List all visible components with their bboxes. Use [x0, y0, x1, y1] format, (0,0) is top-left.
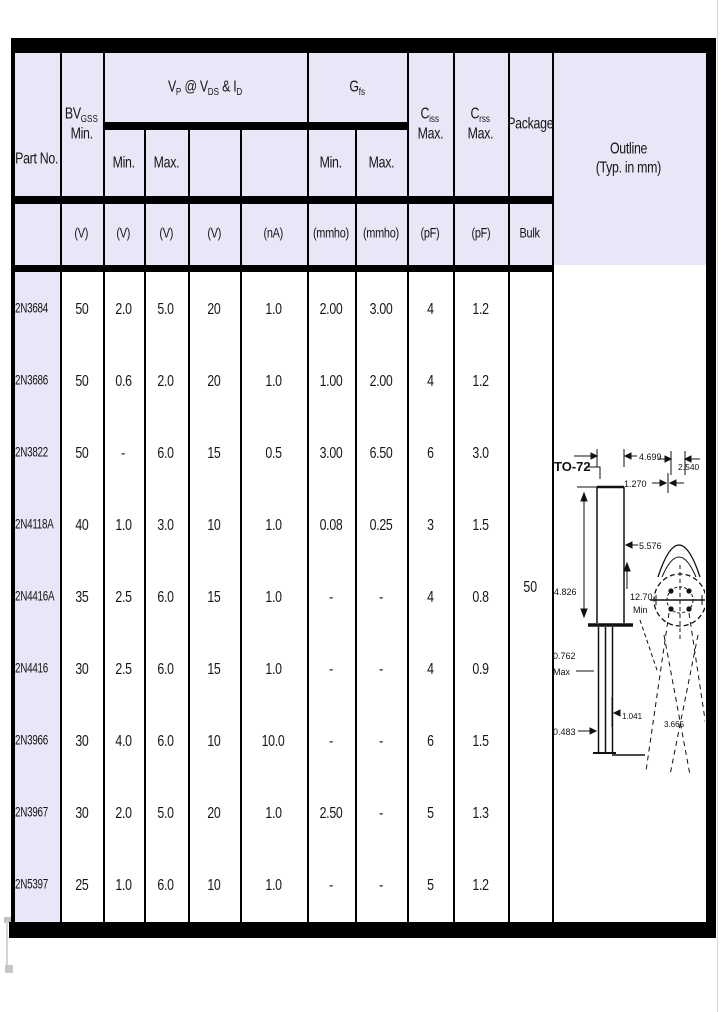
part-number-cell: 2N4118A	[15, 516, 54, 532]
package-quantity: 50	[523, 577, 537, 595]
subheader-underline	[14, 196, 552, 204]
dim-lead-circle: 3.665	[664, 720, 685, 729]
table-cell: 0.5	[265, 443, 282, 461]
units-underline	[14, 265, 552, 272]
table-cell: 35	[74, 587, 89, 605]
table-cell: 15	[207, 443, 221, 461]
table-cell: -	[379, 803, 383, 821]
table-cell: 5	[426, 875, 434, 893]
unit-ciss: (pF)	[420, 227, 440, 242]
table-cell: 0.9	[472, 659, 489, 677]
table-cell: 20	[207, 803, 221, 821]
table-cell: 2.5	[115, 587, 132, 605]
outline-drawing	[552, 445, 705, 775]
table-cell: -	[329, 587, 333, 605]
part-number-cell: 2N3967	[15, 804, 49, 820]
table-cell: 5	[426, 803, 434, 821]
table-cell: 6.0	[157, 659, 175, 677]
dim-can-height: 4.826	[554, 587, 577, 597]
table-cell: 20	[207, 299, 221, 317]
table-cell: 1.5	[472, 515, 489, 533]
page-edge-line	[717, 0, 718, 1012]
part-number-cell: 2N4416A	[15, 588, 55, 604]
table-cell: 4	[426, 659, 434, 677]
table-cell: 1.0	[265, 299, 282, 317]
header-gfs-max: Max.	[368, 153, 394, 171]
package-type-label: TO-72	[554, 459, 591, 474]
table-cell: 4	[426, 299, 434, 317]
table-cell: 0.08	[319, 515, 343, 533]
table-cell: 3.0	[157, 515, 175, 533]
table-cell: 6.0	[157, 443, 175, 461]
part-number-cell: 2N5397	[15, 876, 49, 892]
table-cell: 15	[207, 587, 221, 605]
table-cell: 25	[74, 875, 89, 893]
table-cell: 6.0	[157, 731, 175, 749]
part-number-cell: 2N3822	[15, 444, 49, 460]
table-cell: 1.00	[319, 371, 343, 389]
header-vp-span: $V_P$ @ $V_{DS}$ & $I_D$	[167, 77, 243, 98]
table-cell: 4.0	[115, 731, 132, 749]
unit-gfs-max: (mmho)	[363, 227, 399, 242]
table-cell: 4	[426, 371, 434, 389]
part-number-cell: 2N3684	[15, 300, 49, 316]
dim-seating-diameter: 5.576	[639, 541, 662, 551]
span-underline	[103, 122, 407, 130]
table-body	[14, 272, 508, 920]
table-cell: 3.0	[472, 443, 489, 461]
table-cell: 0.8	[472, 587, 489, 605]
table-cell: 2.0	[115, 299, 132, 317]
table-cell: 5.0	[157, 299, 175, 317]
dim-lead-length-qual: Min	[633, 605, 648, 615]
table-cell: 0.25	[369, 515, 393, 533]
header-part-no: Part No.	[15, 149, 59, 167]
table-top-border	[11, 38, 716, 53]
dim-lead-spacing: 2.540	[678, 462, 700, 472]
table-cell: -	[379, 587, 383, 605]
unit-vp-min: (V)	[116, 227, 131, 242]
table-cell: 50	[74, 299, 89, 317]
header-crss: $C_{rss}$ Max.	[467, 104, 494, 142]
table-cell: -	[379, 659, 383, 677]
unit-crss: (pF)	[471, 227, 490, 242]
table-cell: 1.0	[265, 587, 282, 605]
table-cell: 4	[426, 587, 434, 605]
table-cell: 10	[207, 515, 221, 533]
table-cell: -	[329, 731, 333, 749]
table-cell: 2.00	[319, 299, 343, 317]
unit-package: Bulk	[519, 227, 541, 242]
table-cell: 1.0	[265, 875, 282, 893]
table-cell: 2.5	[115, 659, 132, 677]
table-cell: 1.0	[115, 515, 132, 533]
table-cell: 40	[74, 515, 89, 533]
table-right-border	[706, 38, 716, 938]
unit-id: (nA)	[263, 227, 284, 242]
dim-lead-offset: 1.270	[624, 479, 647, 489]
table-cell: 2.50	[319, 803, 343, 821]
table-cell: -	[329, 875, 333, 893]
table-bottom-border	[9, 922, 716, 938]
dim-cap-diameter: 4.699	[639, 452, 662, 462]
table-cell: 1.0	[265, 659, 282, 677]
table-cell: 6.50	[369, 443, 393, 461]
part-number-cell: 2N4416	[15, 660, 49, 676]
header-vp-min: Min.	[112, 153, 135, 171]
part-number-cell: 2N3686	[15, 372, 49, 388]
table-cell: 1.2	[472, 299, 489, 317]
header-vp-max: Max.	[153, 153, 179, 171]
table-cell: 3.00	[369, 299, 393, 317]
unit-gfs-min: (mmho)	[313, 227, 349, 242]
table-cell: 30	[74, 803, 89, 821]
table-cell: 6.0	[157, 587, 175, 605]
dim-lead-diameter: 0.483	[553, 727, 576, 737]
table-cell: 10	[207, 875, 221, 893]
table-cell: 3	[426, 515, 434, 533]
part-number-cell: 2N3966	[15, 732, 49, 748]
table-cell: 6	[426, 443, 434, 461]
table-cell: 30	[74, 731, 89, 749]
table-cell: 15	[207, 659, 221, 677]
header-gfs-span: $G_{fs}$	[349, 77, 365, 98]
unit-vp-max: (V)	[159, 227, 173, 242]
dim-standoff: 0.762	[553, 651, 576, 661]
header-bvgss: $BV_{GSS}$ Min.	[65, 104, 98, 142]
header-ciss: $C_{iss}$ Max.	[417, 104, 443, 142]
table-cell: 10.0	[262, 731, 285, 749]
table-cell: 1.3	[472, 803, 489, 821]
table-cell: 20	[207, 371, 221, 389]
table-cell: 50	[74, 371, 89, 389]
header-outline: Outline (Typ. in mm)	[595, 139, 662, 177]
table-cell: 3.00	[319, 443, 343, 461]
table-cell: 1.0	[265, 803, 282, 821]
unit-bvgss: (V)	[74, 227, 89, 242]
header-gfs-min: Min.	[319, 153, 343, 171]
table-cell: 10	[207, 731, 221, 749]
table-cell: 6.0	[157, 875, 175, 893]
table-cell: 0.6	[115, 371, 132, 389]
table-cell: -	[379, 731, 383, 749]
table-cell: 2.0	[115, 803, 132, 821]
table-cell: 1.5	[472, 731, 489, 749]
table-cell: 6	[426, 731, 434, 749]
table-cell: -	[121, 443, 126, 461]
table-cell: 1.0	[115, 875, 132, 893]
table-cell: 1.2	[472, 875, 489, 893]
dim-standoff-qual: Max	[553, 667, 571, 677]
table-cell: -	[329, 659, 333, 677]
table-cell: -	[379, 875, 383, 893]
table-cell: 50	[74, 443, 89, 461]
table-cell: 1.0	[265, 371, 282, 389]
table-cell: 2.00	[369, 371, 393, 389]
header-package: Package	[506, 114, 554, 133]
unit-vds: (V)	[207, 227, 221, 242]
dim-lead-length: 12.70	[630, 592, 653, 602]
table-cell: 1.0	[265, 515, 282, 533]
dim-tab-length: 1.041	[622, 712, 643, 721]
table-cell: 5.0	[157, 803, 175, 821]
table-cell: 2.0	[157, 371, 175, 389]
table-cell: 30	[74, 659, 89, 677]
table-cell: 1.2	[472, 371, 489, 389]
